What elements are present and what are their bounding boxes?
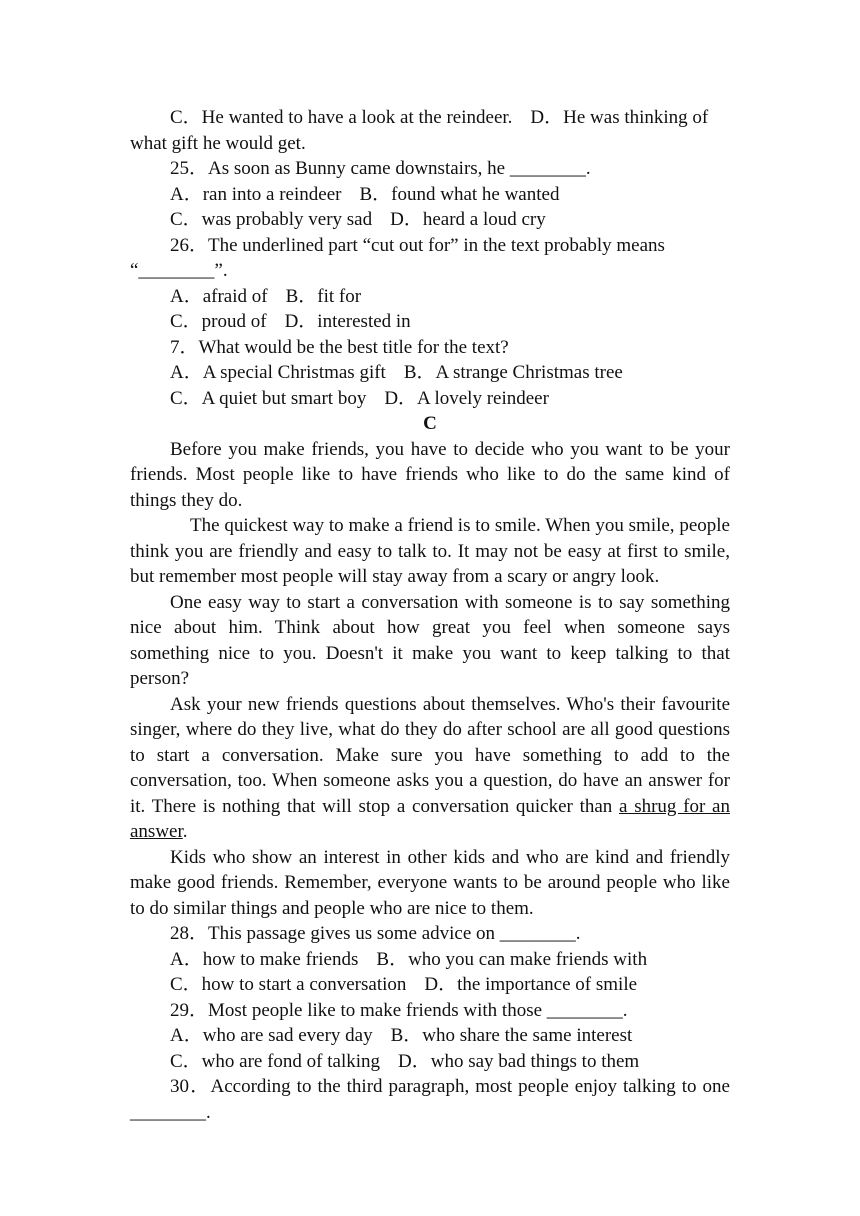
- q28-options-cd: [130, 972, 730, 998]
- q24-option-d-start: D．He was thinking of: [530, 107, 709, 128]
- q25-option-c: C．was probably very sad: [170, 209, 373, 230]
- q25-option-d: D．heard a loud cry: [390, 209, 546, 230]
- q27-option-c: C．A quiet but smart boy: [170, 387, 367, 409]
- q26-option-b: B．fit for: [285, 285, 362, 307]
- document-page: [130, 105, 730, 1125]
- q25-option-a: A．ran into a reindeer: [170, 183, 342, 205]
- q25-options-ab: [130, 182, 730, 208]
- q28-option-c: C．how to start a conversation: [170, 974, 407, 995]
- q26-options-ab: [130, 284, 730, 310]
- q28-option-b: B．who you can make friends with: [376, 948, 648, 970]
- underlined-phrase: a shrug for an answer: [130, 795, 730, 842]
- question-24-options-cd: [130, 105, 730, 131]
- section-c-heading: C: [423, 413, 437, 434]
- q28-options-ab: [130, 947, 730, 973]
- q27-option-d: D．A lovely reindeer: [384, 387, 549, 409]
- passage-paragraph-2: The quickest way to make a friend is to smile. When you smile, people think you are friendly and easy to talk to. It may not be easy at first to smile, but remember most people will stay away from a scary or angry look.: [130, 515, 730, 587]
- q29-option-c: C．who are fond of talking: [170, 1050, 381, 1072]
- q29-option-a: A．who are sad every day: [170, 1025, 373, 1046]
- question-26-blank: “________”.: [130, 260, 228, 281]
- q25-options-cd: [130, 207, 730, 233]
- question-29: 29．Most people like to make friends with those ________.: [170, 999, 628, 1021]
- question-28: 28．This passage gives us some advice on ________.: [170, 923, 581, 944]
- passage-paragraph-3: One easy way to start a conversation with someone is to say something nice about him. Think about how great you feel when someone says something nice to you. Doesn't it make you want to keep talking to that person?: [130, 591, 730, 689]
- q24-option-d-continuation: what gift he would get.: [130, 132, 306, 154]
- question-30: 30．According to the third paragraph, most people enjoy talking to one ________.: [130, 1076, 730, 1123]
- q27-option-a: A．A special Christmas gift: [170, 362, 386, 383]
- paragraph-4-text: Ask your new friends questions about themselves. Who's their favourite singer, where do they live, what do they do after school are all good questions to start a conversation. Make sure you have something to add to the conversation, too. When someone asks you a question, do have an answer for it. There is nothing that will stop a conversation quicker than: [130, 693, 730, 817]
- q28-option-a: A．how to make friends: [170, 948, 359, 970]
- q29-option-d: D．who say bad things to them: [398, 1050, 640, 1072]
- q27-options-cd: [130, 386, 730, 412]
- q27-option-b: B．A strange Christmas tree: [403, 362, 623, 383]
- q27-options-ab: [130, 360, 730, 386]
- passage-paragraph-4: [130, 692, 730, 845]
- question-25: 25．As soon as Bunny came downstairs, he ________.: [170, 158, 591, 179]
- q26-options-cd: [130, 309, 730, 335]
- q28-option-d: D．the importance of smile: [424, 974, 638, 995]
- passage-paragraph-5: Kids who show an interest in other kids and who are kind and friendly make good friends. Remember, everyone wants to be around people who like to do similar things and people who are nice to them.: [130, 846, 730, 919]
- q26-option-c: C．proud of: [170, 311, 267, 332]
- q29-options-cd: [130, 1049, 730, 1075]
- q26-option-a: A．afraid of: [170, 285, 268, 307]
- paragraph-4-end: .: [182, 821, 188, 842]
- q29-option-b: B．who share the same interest: [390, 1025, 633, 1046]
- q29-options-ab: [130, 1023, 730, 1049]
- q26-option-d: D．interested in: [284, 311, 411, 332]
- q24-option-c: C．He wanted to have a look at the reindeer.: [170, 107, 513, 128]
- question-27: 7．What would be the best title for the text?: [170, 336, 509, 358]
- passage-paragraph-1: Before you make friends, you have to decide who you want to be your friends. Most people like to have friends who like to do the same kind of things they do.: [130, 438, 730, 511]
- question-26: 26．The underlined part “cut out for” in the text probably means: [170, 234, 665, 256]
- q25-option-b: B．found what he wanted: [359, 183, 560, 205]
